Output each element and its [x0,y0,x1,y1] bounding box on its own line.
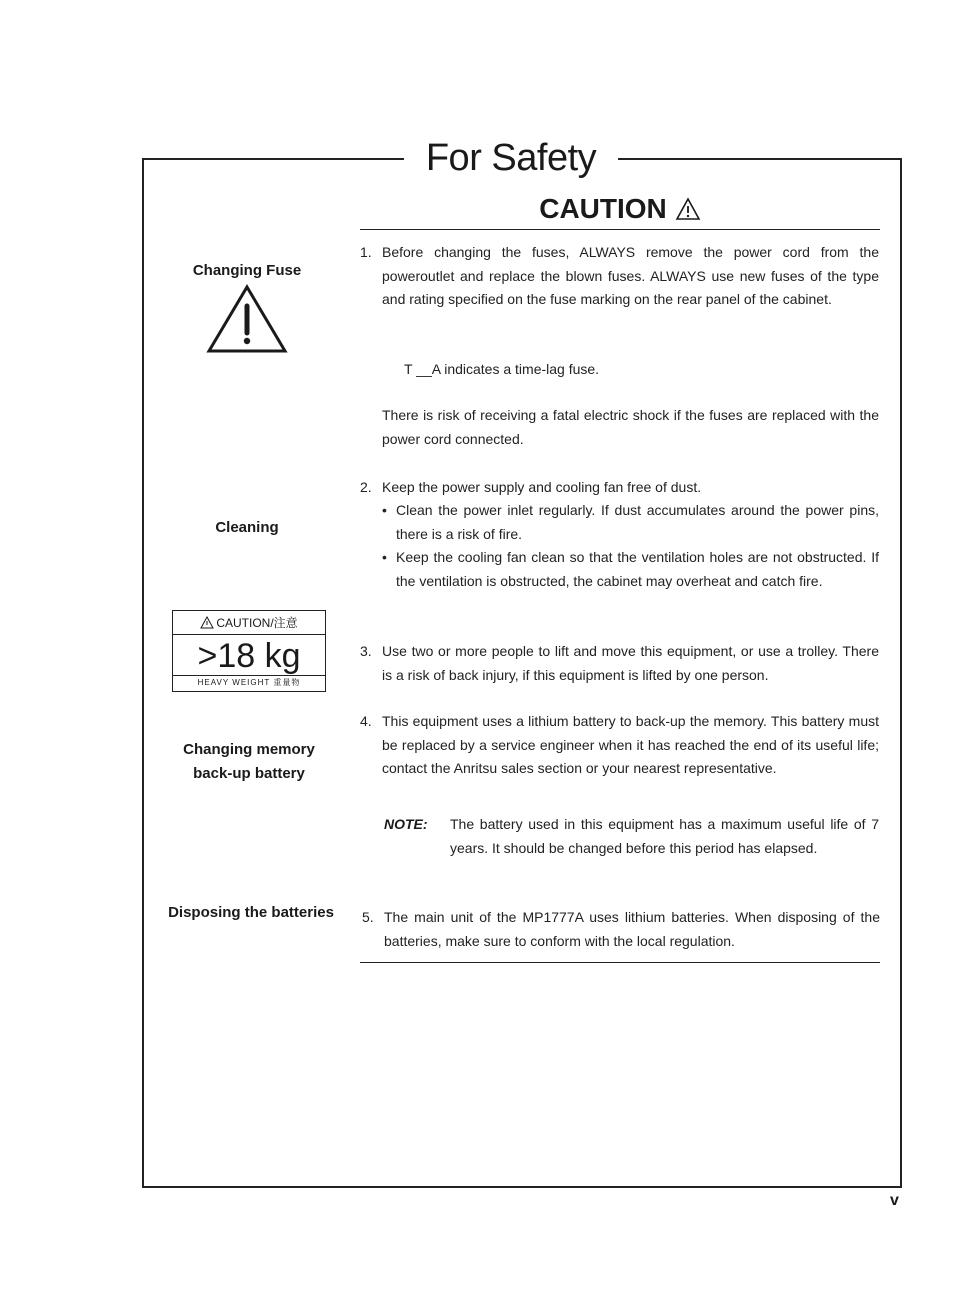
note-label: NOTE: [384,816,428,832]
caution-heading [460,189,780,229]
page-title: For Safety [425,137,597,179]
item-number-5: 5. [362,909,374,925]
note-text: The battery used in this equipment has a maximum useful life of 7 years. It should be changed before this period has elapsed. [450,816,879,856]
item-2-bullet-2: Keep the cooling fan clean so that the ventilation holes are not obstructed. If the ventilation is obstructed, the cabinet may overheat and catch fire. [396,549,879,589]
label-changing-memory-1: Changing memory [183,741,315,758]
item-3-text: Use two or more people to lift and move this equipment, or use a trolley. There is a risk of back injury, if this equipment is lifted by one person. [382,643,879,683]
title-rule-left [142,158,404,160]
weight-caution-row [173,611,325,635]
item-2-text: Keep the power supply and cooling fan free of dust. [382,479,702,495]
item-1-text: Before changing the fuses, ALWAYS remove the power cord from the poweroutlet and replace the blown fuses. ALWAYS use new fuses of the type and rating specified on the fuse marking on the rear panel of the cabinet. [382,244,879,307]
item-1-shock-warning: There is risk of receiving a fatal electric shock if the fuses are replaced with the power cord connected. [382,407,879,447]
label-changing-fuse: Changing Fuse [192,262,302,279]
item-4-text: This equipment uses a lithium battery to back-up the memory. This battery must be replaced by a service engineer when it has reached the end of its useful life; contact the Anritsu sales section or your nearest representative. [382,713,879,776]
weight-value: >18 kg [197,637,301,675]
page-number: v [890,1192,899,1209]
bullet-marker: • [382,502,387,518]
item-2-bullet-1: Clean the power inlet regularly. If dust accumulates around the power pins, there is a risk of fire. [396,502,879,542]
bullet-marker: • [382,549,387,565]
item-5-text: The main unit of the MP1777A uses lithium batteries. When disposing of the batteries, make sure to conform with the local regulation. [384,909,880,949]
label-changing-memory-2: back-up battery [193,765,305,782]
warning-triangle-icon [675,197,701,221]
warning-triangle-icon [206,284,288,354]
heavy-weight-text: HEAVY WEIGHT 重量物 [173,675,325,691]
item-number-3: 3. [360,643,372,659]
label-disposing-batteries: Disposing the batteries [168,904,334,921]
item-number-2: 2. [360,479,372,495]
caution-heading-text: CAUTION [539,193,667,224]
warning-triangle-icon [200,616,214,629]
weight-caution-text: CAUTION/注意 [216,616,298,630]
bottom-rule [360,962,880,963]
heavy-weight-label [172,610,326,692]
title-rule-right [618,158,902,160]
label-cleaning: Cleaning [215,519,279,536]
item-1-timelag-note: T __A indicates a time-lag fuse. [404,361,600,377]
item-number-1: 1. [360,244,372,260]
heading-rule [360,229,880,230]
item-number-4: 4. [360,713,372,729]
